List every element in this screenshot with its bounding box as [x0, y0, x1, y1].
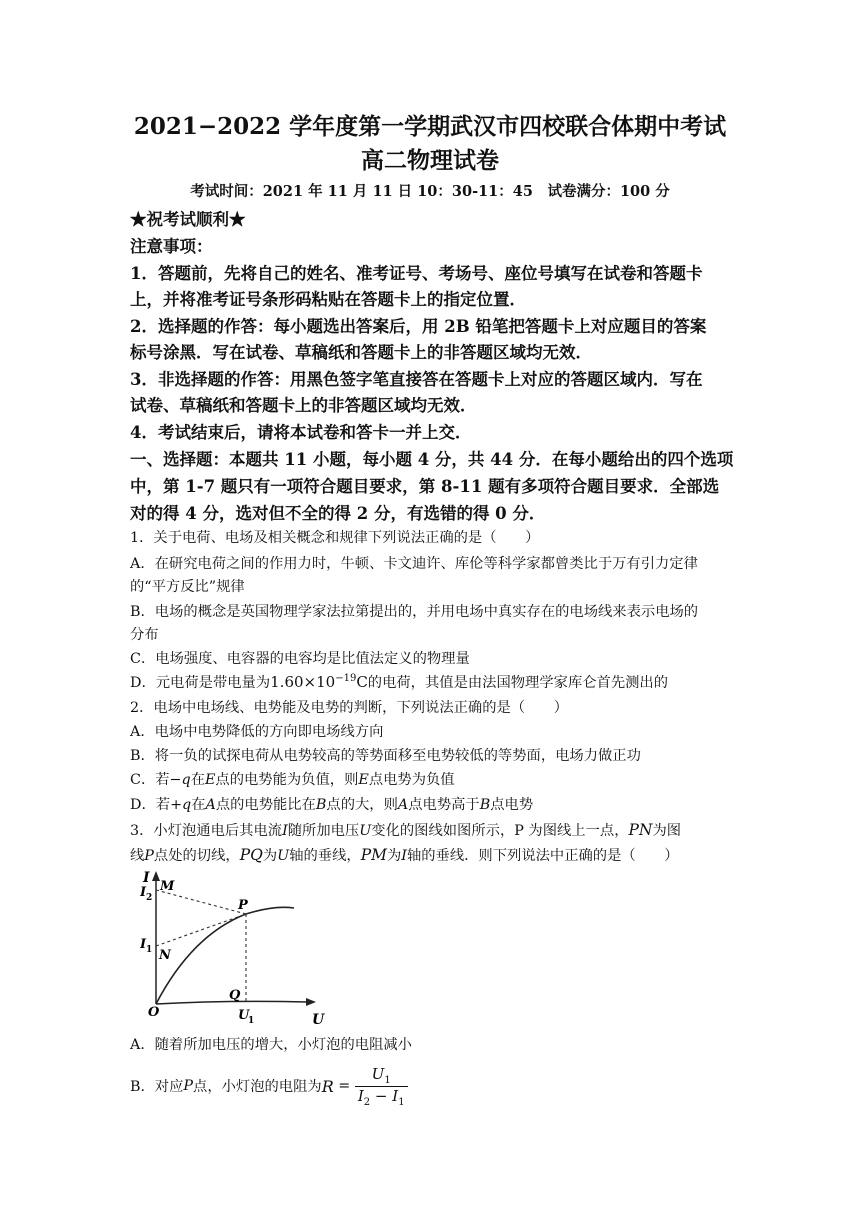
label-u1: U [238, 1008, 250, 1023]
q2-d-text: 点的电势能比在 [215, 797, 316, 813]
q3-text: 轴的垂线， [289, 848, 361, 864]
resistance-fraction [355, 1065, 408, 1108]
q2-d-charge: +q [170, 797, 192, 813]
q1-d-text: D．元电荷是带电量为 [130, 675, 271, 691]
note-line: 标号涂黑．写在试卷、草稿纸和答题卡上的非答题区域均无效． [130, 343, 592, 362]
q3-b-text: 点，小灯泡的电阻为 [193, 1079, 322, 1095]
section-line: 对的得 4 分，选对但不全的得 2 分，有选错的得 0 分． [130, 504, 546, 523]
exam-info: 考试时间：2021 年 11 月 11 日 10：30-11：45 试卷满分：100 分 [190, 183, 670, 200]
note-line: 4．考试结束后，请将本试卷和答卡一并上交． [130, 423, 472, 442]
axis-label-i: I [143, 870, 150, 886]
q3-option-b [130, 1064, 730, 1108]
q2-d-text: D．若 [130, 797, 171, 813]
label-u1-sub: 1 [248, 1016, 255, 1026]
note-line: 2．选择题的作答：每小题选出答案后，用 2B 铅笔把答题卡上对应题目的答案 [130, 317, 707, 336]
q2-c-text: 点的电势能为负值，则 [215, 772, 359, 788]
q2-d-text: 在 [191, 797, 206, 813]
q1-option-b: B．电场的概念是英国物理学家法拉第提出的，并用电场中真实存在的电场线来表示电场的 [130, 604, 699, 620]
q1-option-d [130, 672, 730, 692]
q2-c-point: E [358, 772, 369, 788]
q1-option-a: A．在研究电荷之间的作用力时，牛顿、卡文迪许、库伦等科学家都曾类比于万有引力定律 [130, 556, 698, 572]
q2-c-text: 在 [190, 772, 205, 788]
q3-text: 为图 [652, 823, 682, 839]
den-sub: 2 [363, 1096, 371, 1108]
note-line: 1．答题前，先将自己的姓名、准考证号、考场号、座位号填写在试卷和答题卡 [130, 264, 703, 283]
q2-option-b: B．将一负的试探电荷从电势较高的等势面移至电势较低的等势面，电场力做正功 [130, 748, 641, 764]
den-var: I [357, 1086, 364, 1105]
label-i2-sub: 2 [146, 893, 153, 903]
den-sub: 1 [398, 1096, 405, 1108]
q3-b-text: B．对应 [130, 1079, 184, 1095]
note-line: 3．非选择题的作答：用黑色签字笔直接答在答题卡上对应的答题区域内．写在 [130, 370, 703, 389]
q3-var: PQ [239, 846, 263, 864]
q3-text: 为 [262, 848, 278, 864]
label-i2: I [140, 885, 147, 900]
q2-d-point: B [315, 797, 327, 813]
q3-var: I [282, 823, 288, 839]
fraction-numerator [355, 1065, 408, 1087]
q3-b-resistance: R [321, 1076, 334, 1096]
q3-var: U [359, 823, 372, 839]
label-q: Q [229, 988, 241, 1003]
label-i1-sub: 1 [146, 945, 153, 955]
q2-d-text: 点的大，则 [326, 797, 398, 813]
exam-title: 2021−2022 学年度第一学期武汉市四校联合体期中考试 [133, 113, 727, 140]
q3-text: 变化的图线如图所示，P 为图线上一点， [371, 823, 629, 839]
pn-tangent-line [156, 914, 246, 946]
q3-text: 点处的切线， [153, 848, 240, 864]
note-line: 上，并将准考证号条形码粘贴在答题卡上的指定位置． [130, 290, 526, 309]
num-var: U [371, 1064, 385, 1083]
note-line: 试卷、草稿纸和答题卡上的非答题区域均无效． [130, 396, 477, 415]
notes-heading: 注意事项： [130, 237, 213, 256]
q2-d-point: B [479, 797, 491, 813]
u-axis-arrow [306, 998, 316, 1006]
q3-text: 线 [130, 848, 145, 864]
label-m: M [160, 879, 175, 894]
q1-d-value: 1.60×10 [270, 673, 336, 691]
label-p: P [238, 898, 248, 913]
section-line: 中，第 1-7 题只有一项符合题目要求，第 8-11 题有多项符合题目要求．全部选 [130, 477, 720, 496]
q1-option-a-cont: 的“平方反比”规律 [130, 579, 245, 595]
den-minus: − [370, 1086, 393, 1105]
q1-option-c: C．电场强度、电容器的电容均是比值法定义的物理量 [130, 651, 470, 667]
q2-option-d [130, 794, 730, 814]
q3-option-a: A．随着所加电压的增大，小灯泡的电阻减小 [130, 1037, 412, 1053]
q2-c-text: 点电势为负值 [368, 772, 455, 788]
q2-c-point: E [204, 772, 216, 788]
q2-option-a: A．电场中电势降低的方向即电场线方向 [130, 724, 384, 740]
q1-d-exponent: −19 [335, 673, 357, 685]
wish-line: ★祝考试顺利★ [130, 210, 246, 229]
q3-b-point: P [183, 1078, 194, 1094]
q2-d-point: A [397, 797, 409, 813]
label-o: O [148, 1005, 160, 1020]
q3-text: 3．小灯泡通电后其电流 [130, 823, 283, 839]
den-var: I [392, 1086, 399, 1105]
q3-text: 轴的垂线．则下列说法中正确的是（ ） [406, 848, 679, 864]
iu-graph-figure [140, 868, 330, 1028]
num-sub: 1 [384, 1074, 391, 1086]
q3-var: PN [628, 821, 653, 839]
exam-subtitle: 高二物理试卷 [361, 147, 499, 174]
q1-d-text-post: 的电荷，其值是由法国物理学家库仑首先测出的 [367, 675, 669, 691]
q3-var: U [277, 848, 290, 864]
q2-d-text: 点电势高于 [408, 797, 480, 813]
q1-stem: 1．关于电荷、电场及相关概念和规律下列说法正确的是（ ） [130, 530, 540, 546]
q2-option-c [130, 769, 730, 789]
label-n: N [159, 948, 171, 963]
q3-var: PM [360, 846, 387, 864]
q2-stem: 2．电场中电场线、电势能及电势的判断，下列说法正确的是（ ） [130, 700, 568, 716]
q3-text: 随所加电压 [287, 823, 360, 839]
label-u: U [312, 1012, 325, 1028]
fraction-denominator [355, 1087, 408, 1108]
q3-var: P [144, 848, 154, 864]
q3-stem-line2 [130, 845, 730, 865]
q1-option-b-cont: 分布 [130, 627, 159, 643]
q3-text: 为 [387, 848, 402, 864]
label-i1: I [140, 937, 147, 952]
q3-var: I [401, 848, 407, 864]
q2-d-point: A [205, 797, 216, 813]
q3-stem-line1 [130, 820, 730, 840]
q2-d-text: 点电势 [490, 797, 534, 813]
q2-c-text: C．若 [130, 772, 170, 788]
q2-c-charge: −q [169, 772, 191, 788]
q3-b-equals: = [333, 1078, 355, 1094]
q1-d-unit: C [356, 673, 368, 691]
section-line: 一、选择题：本题共 11 小题，每小题 4 分，共 44 分．在每小题给出的四个选项 [130, 450, 734, 469]
i-axis-arrow [152, 871, 160, 881]
